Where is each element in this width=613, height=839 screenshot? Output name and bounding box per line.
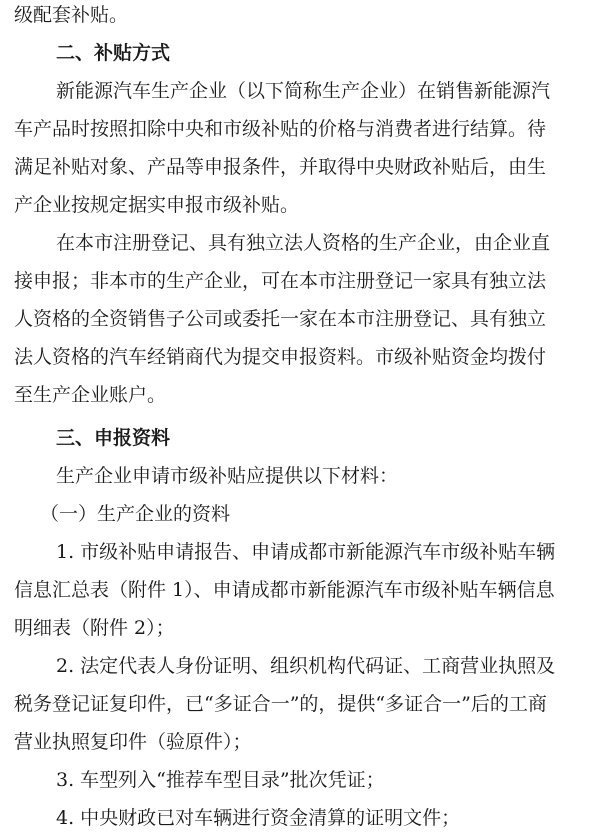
paragraph-line: 级配套补贴。	[14, 4, 129, 26]
paragraph-line: 生产企业申请市级补贴应提供以下材料：	[56, 465, 399, 487]
list-item-line: 3. 车型列入“推荐车型目录”批次凭证；	[56, 769, 385, 791]
paragraph-line: 至生产企业账户。	[14, 384, 167, 406]
paragraph-line: 满足补贴对象、产品等申报条件，并取得中央财政补贴后，由生	[14, 156, 547, 178]
paragraph-line: 在本市注册登记、具有独立法人资格的生产企业，由企业直	[56, 232, 551, 254]
paragraph-line: 接申报；非本市的生产企业，可在本市注册登记一家具有独立法	[14, 270, 547, 292]
list-item-line: 营业执照复印件（验原件）；	[14, 731, 252, 753]
section-heading-subsidy-method: 二、补贴方式	[56, 42, 171, 64]
subsection-heading: （一）生产企业的资料	[40, 503, 231, 525]
list-item-line: 2. 法定代表人身份证明、组织机构代码证、工商营业执照及	[56, 655, 556, 677]
paragraph-line: 车产品时按照扣除中央和市级补贴的价格与消费者进行结算。待	[14, 118, 547, 140]
paragraph-line: 产企业按规定据实申报市级补贴。	[14, 194, 300, 216]
list-item-line: 信息汇总表（附件 1）、申请成都市新能源汽车市级补贴车辆信息	[14, 579, 555, 601]
section-heading-application-materials: 三、申报资料	[56, 427, 171, 449]
list-item-line: 税务登记证复印件，已“多证合一”的，提供“多证合一”后的工商	[14, 693, 547, 715]
paragraph-line: 人资格的全资销售子公司或委托一家在本市注册登记、具有独立	[14, 308, 547, 330]
paragraph-line: 法人资格的汽车经销商代为提交申报资料。市级补贴资金均拨付	[14, 346, 547, 368]
list-item-line: 1. 市级补贴申请报告、申请成都市新能源汽车市级补贴车辆	[56, 541, 556, 563]
paragraph-line: 新能源汽车生产企业（以下简称生产企业）在销售新能源汽	[56, 80, 551, 102]
list-item-line: 4. 中央财政已对车辆进行资金清算的证明文件；	[56, 807, 461, 829]
list-item-line: 明细表（附件 2）；	[14, 617, 175, 639]
